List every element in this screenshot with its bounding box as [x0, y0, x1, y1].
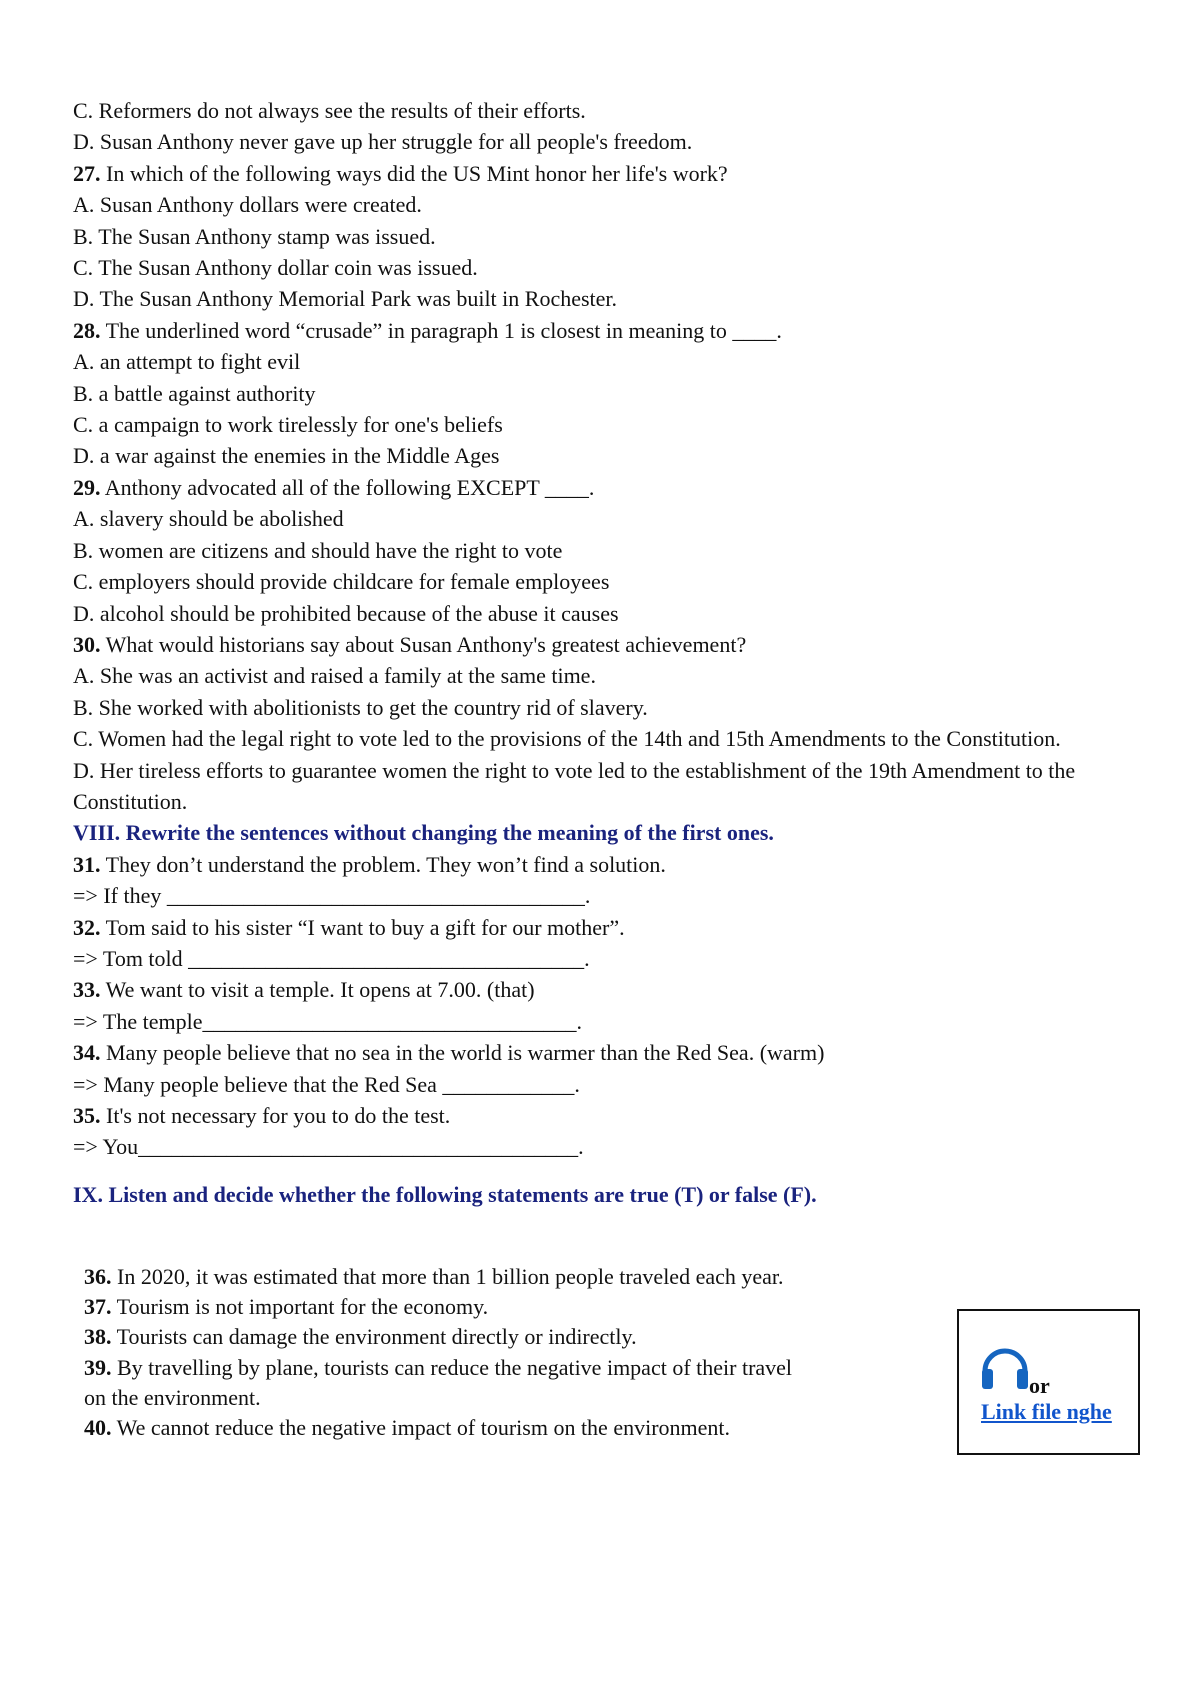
question-text: In which of the following ways did the US Mint honor her life's work? — [100, 160, 728, 186]
question-number: 33. — [73, 977, 101, 1003]
document-page — [73, 95, 1123, 1210]
question-text: They don’t understand the problem. They won’t find a solution. — [100, 851, 666, 877]
question-number: 34. — [73, 1040, 101, 1066]
statement-40 — [84, 1413, 884, 1443]
q27-option-b: B. The Susan Anthony stamp was issued. — [73, 223, 436, 249]
statement-39 — [84, 1353, 884, 1383]
answer-line-31: => If they ______________________________________. — [73, 883, 591, 909]
audio-link-box — [957, 1309, 1140, 1455]
q27-option-a: A. Susan Anthony dollars were created. — [73, 192, 422, 218]
question-number: 29. — [73, 474, 101, 500]
question-28 — [73, 315, 1123, 346]
q29-option-b: B. women are citizens and should have the right to vote — [73, 537, 563, 563]
question-number: 38. — [84, 1324, 112, 1350]
answer-line-33: => The temple__________________________________. — [73, 1008, 582, 1034]
q30-option-d: D. Her tireless efforts to guarantee women the right to vote led to the establishment of the 19th Amendment to the Constitution. — [73, 757, 1076, 814]
audio-file-link[interactable]: Link file nghe — [981, 1399, 1112, 1424]
question-number: 40. — [84, 1415, 112, 1441]
q27-option-d: D. The Susan Anthony Memorial Park was built in Rochester. — [73, 286, 618, 312]
question-29 — [73, 472, 1123, 503]
question-number: 32. — [73, 914, 101, 940]
question-text: Anthony advocated all of the following EXCEPT ____. — [100, 474, 595, 500]
q30-option-b: B. She worked with abolitionists to get the country rid of slavery. — [73, 694, 648, 720]
statement-39-continuation: on the environment. — [84, 1384, 261, 1410]
q28-option-d: D. a war against the enemies in the Middle Ages — [73, 443, 500, 469]
question-34 — [73, 1037, 1123, 1068]
question-text: Tom said to his sister “I want to buy a gift for our mother”. — [100, 914, 625, 940]
question-number: 28. — [73, 317, 101, 343]
statement-36 — [84, 1262, 884, 1292]
answer-line-34: => Many people believe that the Red Sea ____________. — [73, 1071, 580, 1097]
section-9-heading: IX. Listen and decide whether the following statements are true (T) or false (F). — [73, 1181, 817, 1207]
question-33 — [73, 974, 1123, 1005]
question-number: 37. — [84, 1294, 112, 1320]
statement-text: We cannot reduce the negative impact of tourism on the environment. — [111, 1415, 731, 1441]
question-27 — [73, 158, 1123, 189]
statement-text: By travelling by plane, tourists can reduce the negative impact of their travel — [111, 1354, 793, 1380]
question-text: The underlined word “crusade” in paragraph 1 is closest in meaning to ____. — [100, 317, 782, 343]
q30-option-a: A. She was an activist and raised a family at the same time. — [73, 663, 596, 689]
question-30 — [73, 629, 1123, 660]
statement-text: Tourists can damage the environment directly or indirectly. — [111, 1324, 637, 1350]
q28-option-b: B. a battle against authority — [73, 380, 316, 406]
spacer — [73, 1163, 1123, 1179]
answer-line-32: => Tom told ____________________________________. — [73, 945, 590, 971]
question-number: 27. — [73, 160, 101, 186]
section-8-heading: VIII. Rewrite the sentences without changing the meaning of the first ones. — [73, 820, 774, 846]
statement-37 — [84, 1292, 884, 1322]
q26-option-d: D. Susan Anthony never gave up her struggle for all people's freedom. — [73, 129, 693, 155]
q29-option-d: D. alcohol should be prohibited because of the abuse it causes — [73, 600, 619, 626]
question-number: 31. — [73, 851, 101, 877]
q29-option-c: C. employers should provide childcare for female employees — [73, 569, 610, 595]
question-31 — [73, 849, 1123, 880]
listening-statements — [84, 1262, 884, 1443]
question-number: 30. — [73, 631, 101, 657]
headphones-icon[interactable] — [979, 1341, 1031, 1393]
question-number: 39. — [84, 1354, 112, 1380]
q28-option-c: C. a campaign to work tirelessly for one's beliefs — [73, 412, 503, 438]
question-text: It's not necessary for you to do the test. — [100, 1103, 451, 1128]
statement-38 — [84, 1322, 884, 1352]
q28-option-a: A. an attempt to fight evil — [73, 349, 301, 375]
question-text: We want to visit a temple. It opens at 7.00. (that) — [100, 977, 535, 1003]
q29-option-a: A. slavery should be abolished — [73, 506, 344, 532]
q27-option-c: C. The Susan Anthony dollar coin was issued. — [73, 255, 478, 281]
statement-text: In 2020, it was estimated that more than 1 billion people traveled each year. — [111, 1264, 784, 1289]
question-text: Many people believe that no sea in the world is warmer than the Red Sea. (warm) — [100, 1040, 825, 1066]
question-text: What would historians say about Susan Anthony's greatest achievement? — [100, 631, 747, 657]
question-number: 35. — [73, 1103, 101, 1128]
answer-line-35: => You________________________________________. — [73, 1134, 584, 1160]
q30-option-c: C. Women had the legal right to vote led to the provisions of the 14th and 15th Amendments to the Constitution. — [73, 726, 1061, 752]
q26-option-c: C. Reformers do not always see the results of their efforts. — [73, 98, 586, 123]
question-32 — [73, 912, 1123, 943]
question-number: 36. — [84, 1264, 112, 1289]
question-35 — [73, 1100, 1123, 1131]
or-text: or — [1029, 1373, 1050, 1398]
statement-text: Tourism is not important for the economy. — [111, 1294, 489, 1320]
